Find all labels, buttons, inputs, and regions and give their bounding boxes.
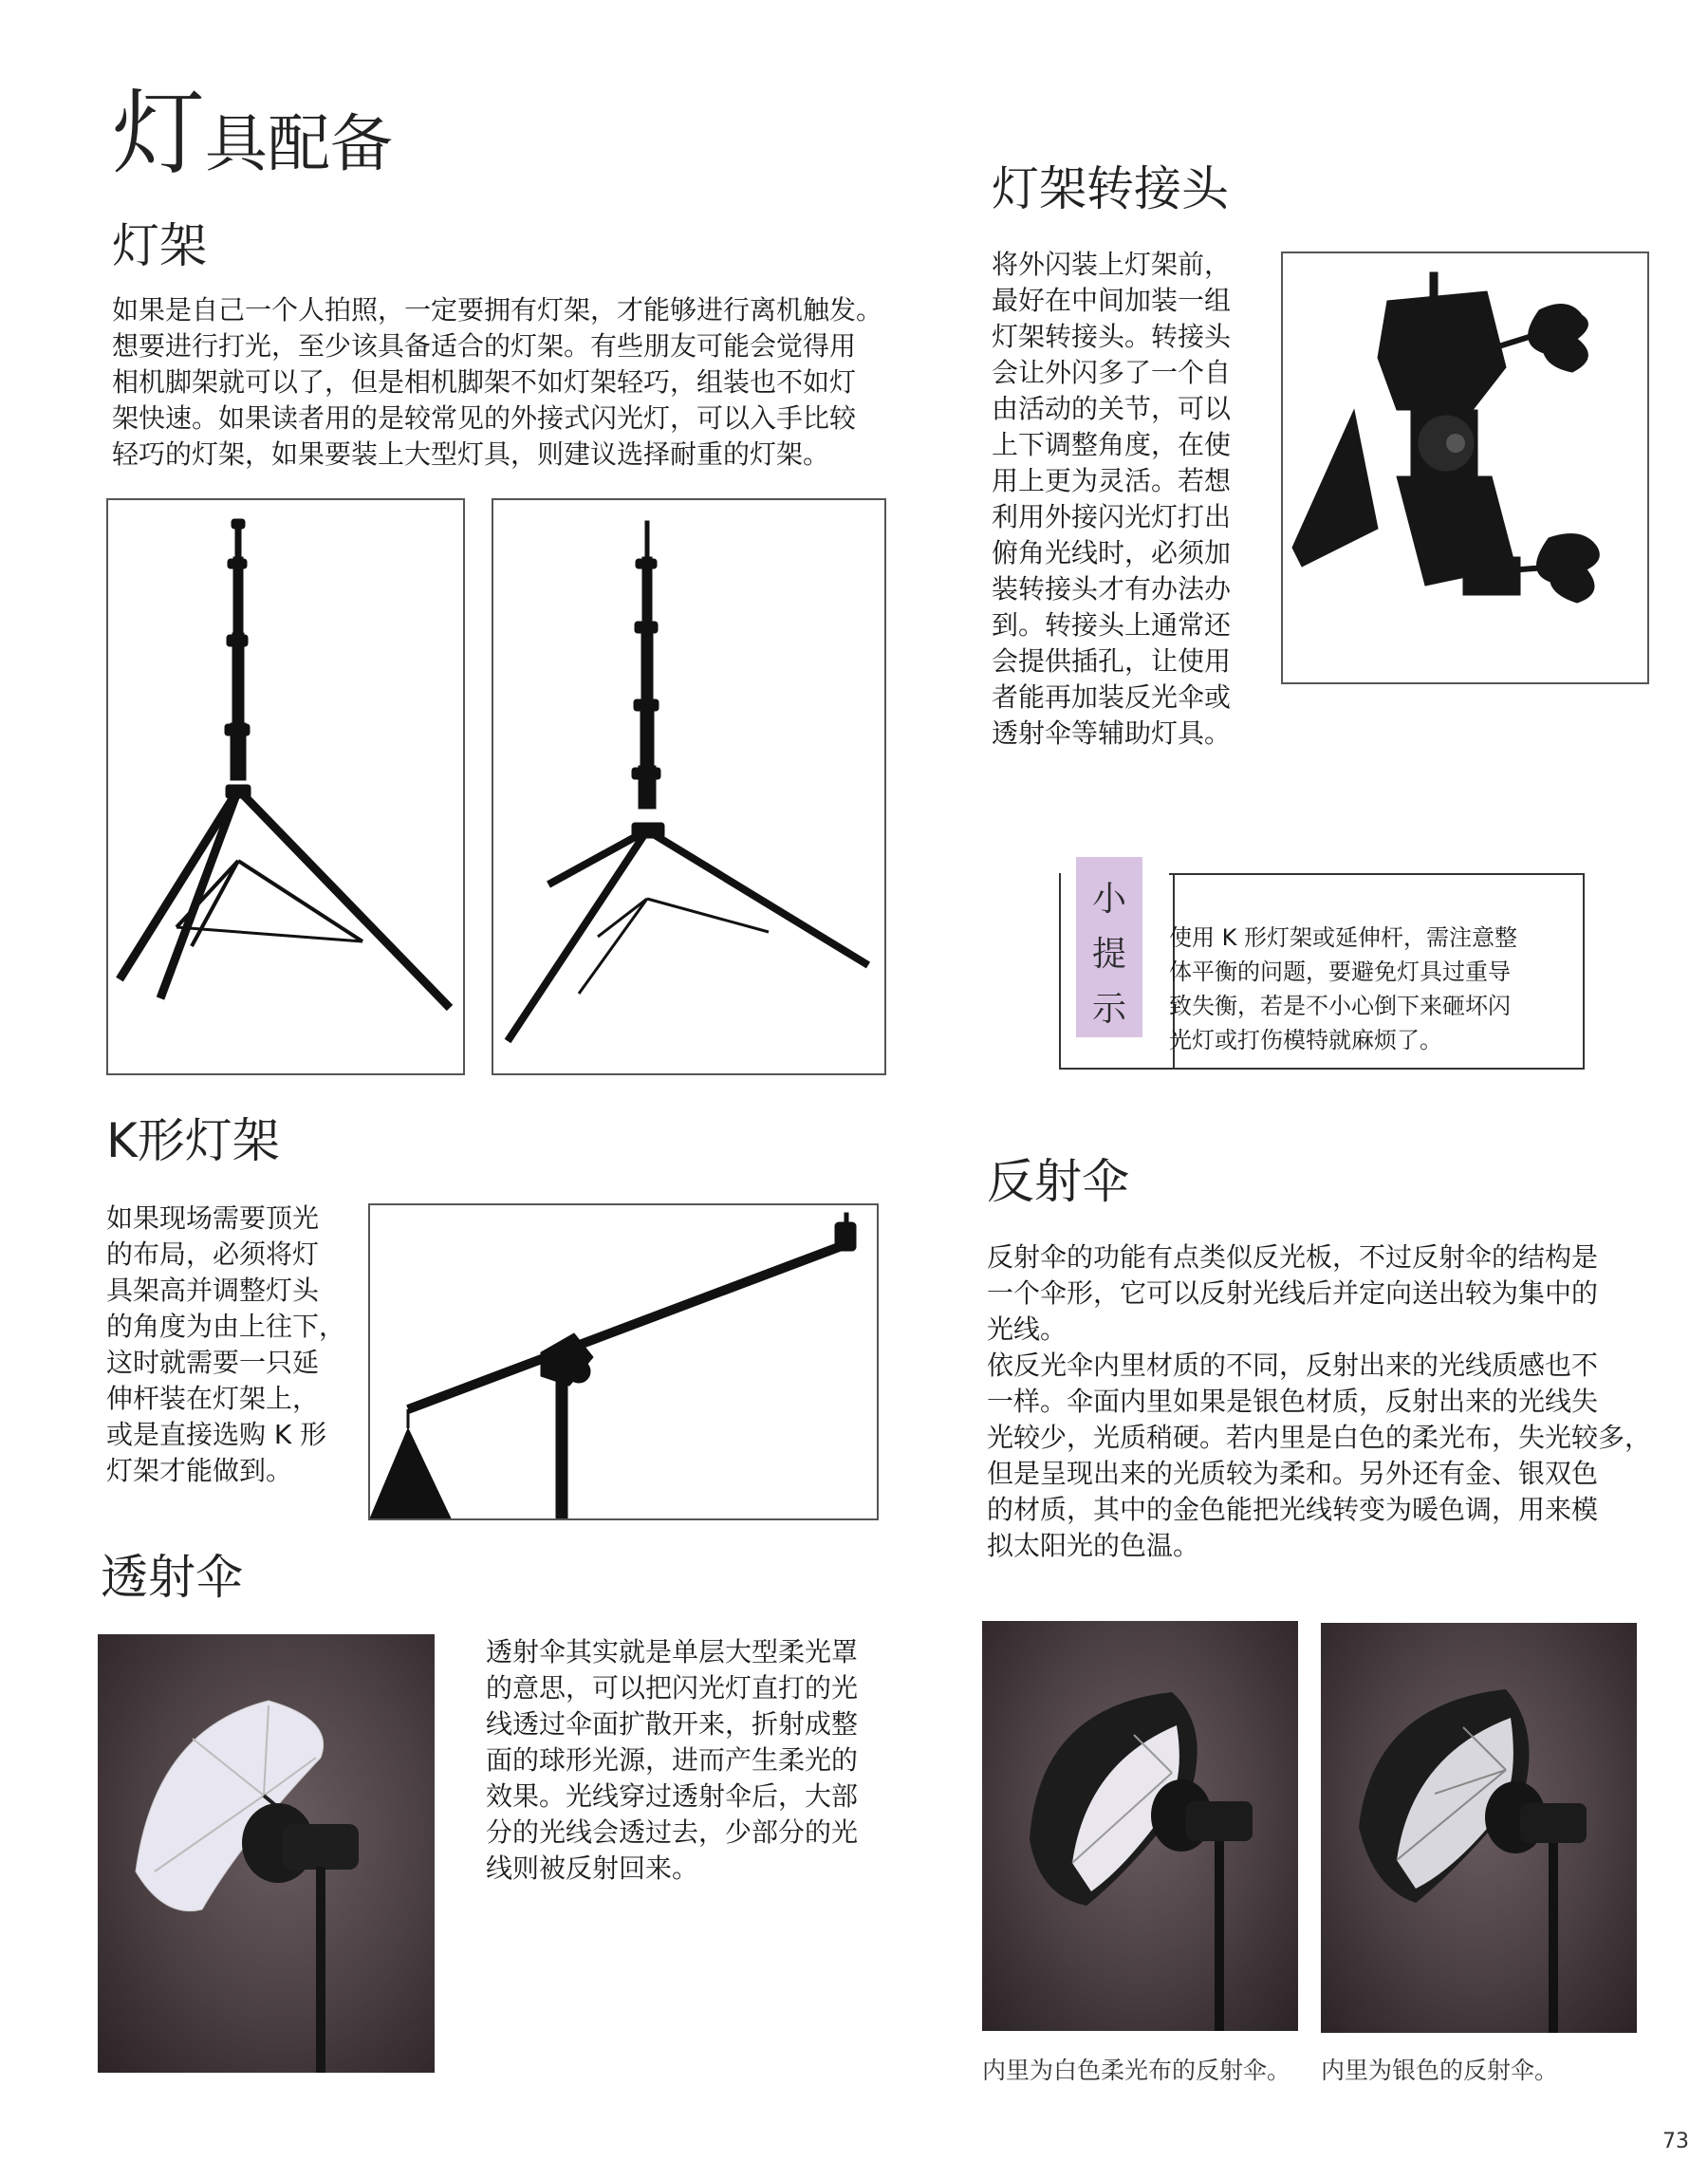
section-heading-adapter: 灯架转接头 xyxy=(992,161,1229,216)
silver-umbrella-caption: 内里为银色的反射伞。 xyxy=(1321,2057,1559,2084)
reflective-umbrella-text: 反射伞的功能有点类似反光板，不过反射伞的结构是 一个伞形，它可以反射光线后并定向送出较为集中的 光线。 依反光伞内里材质的不同，反射出来的光线质感也不 一样。伞面内里如果是银色材质，反射出来的光线失 光较少，光质稍硬。若内里是白色的柔光布，失光较多， 但是呈现出来的光质较为柔和。另外还有金、银双色 的材质，其中的金色能把光线转变为暖色调，用来模 拟太阳光的色温。 xyxy=(987,1241,1652,1561)
section-heading-reflective-umbrella: 反射伞 xyxy=(987,1154,1129,1209)
adapter-photo xyxy=(1281,251,1649,684)
adapter-illustration xyxy=(1283,253,1647,682)
light-stand-photo-1 xyxy=(106,498,465,1075)
light-stand-photo-2 xyxy=(492,498,886,1075)
tip-box-top-border xyxy=(1169,873,1583,875)
shoot-through-text: 透射伞其实就是单层大型柔光罩 的意思，可以把闪光灯直打的光 线透过伞面扩散开来，折射成整 面的球形光源，进而产生柔光的 效果。光线穿过透射伞后，大部 分的光线会透过去，少部分的光 线则被反射回来。 xyxy=(486,1636,859,1884)
section-heading-light-stand: 灯架 xyxy=(112,218,207,273)
shoot-through-umbrella-photo xyxy=(98,1634,435,2073)
tip-label-char-3: 示 xyxy=(1091,990,1126,1029)
section-heading-shoot-through: 透射伞 xyxy=(101,1550,243,1605)
white-reflective-umbrella-photo xyxy=(982,1621,1298,2031)
k-stand-illustration xyxy=(370,1205,877,1518)
k-stand-text: 如果现场需要顶光 的布局，必须将灯 具架高并调整灯头 的角度为由上往下， 这时就需要一只延 伸杆装在灯架上， 或是直接选购 K 形 灯架才能做到。 xyxy=(106,1202,346,1486)
tip-label xyxy=(1076,857,1142,1037)
page-title-first-char: 灯 xyxy=(112,80,206,188)
white-umbrella-caption: 内里为白色柔光布的反射伞。 xyxy=(982,2057,1291,2084)
silver-reflective-umbrella-illustration xyxy=(1321,1623,1637,2033)
white-reflective-umbrella-illustration xyxy=(982,1621,1298,2031)
light-stand-illustration-1 xyxy=(108,500,463,1073)
tip-label-char-1: 小 xyxy=(1091,880,1126,919)
shoot-through-umbrella-illustration xyxy=(98,1634,435,2073)
k-stand-photo xyxy=(368,1203,879,1520)
adapter-text: 将外闪装上灯架前， 最好在中间加装一组 灯架转接头。转接头 会让外闪多了一个自 由活动的关节，可以 上下调整角度，在使 用上更为灵活。若想 利用外接闪光灯打出 俯角光线时，必须加 装转接头才有办法办 到。转接头上通常还 会提供插孔，让使用 者能再加装反光伞或 透射伞等辅助灯具。 xyxy=(992,249,1232,749)
page-title-rest: 具配备 xyxy=(205,107,394,180)
page-number: 73 xyxy=(1662,2130,1689,2153)
light-stand-illustration-2 xyxy=(493,500,884,1073)
section-heading-k-stand: K形灯架 xyxy=(106,1113,280,1168)
tip-label-char-2: 提 xyxy=(1091,935,1126,974)
page-title xyxy=(112,80,394,188)
silver-reflective-umbrella-photo xyxy=(1321,1623,1637,2033)
tip-text: 使用 K 形灯架或延伸杆，需注意整 体平衡的问题，要避免灯具过重导 致失衡，若是不小心倒下来砸坏闪 光灯或打伤模特就麻烦了。 xyxy=(1169,924,1517,1053)
light-stand-text: 如果是自己一个人拍照，一定要拥有灯架，才能够进行离机触发。 想要进行打光，至少该具备适合的灯架。有些朋友可能会觉得用 相机脚架就可以了，但是相机脚架不如灯架轻巧，组装也不如灯 架快速。如果读者用的是较常见的外接式闪光灯，可以入手比较 轻巧的灯架，如果要装上大型灯具，则建议选择耐重的灯架。 xyxy=(112,294,883,470)
